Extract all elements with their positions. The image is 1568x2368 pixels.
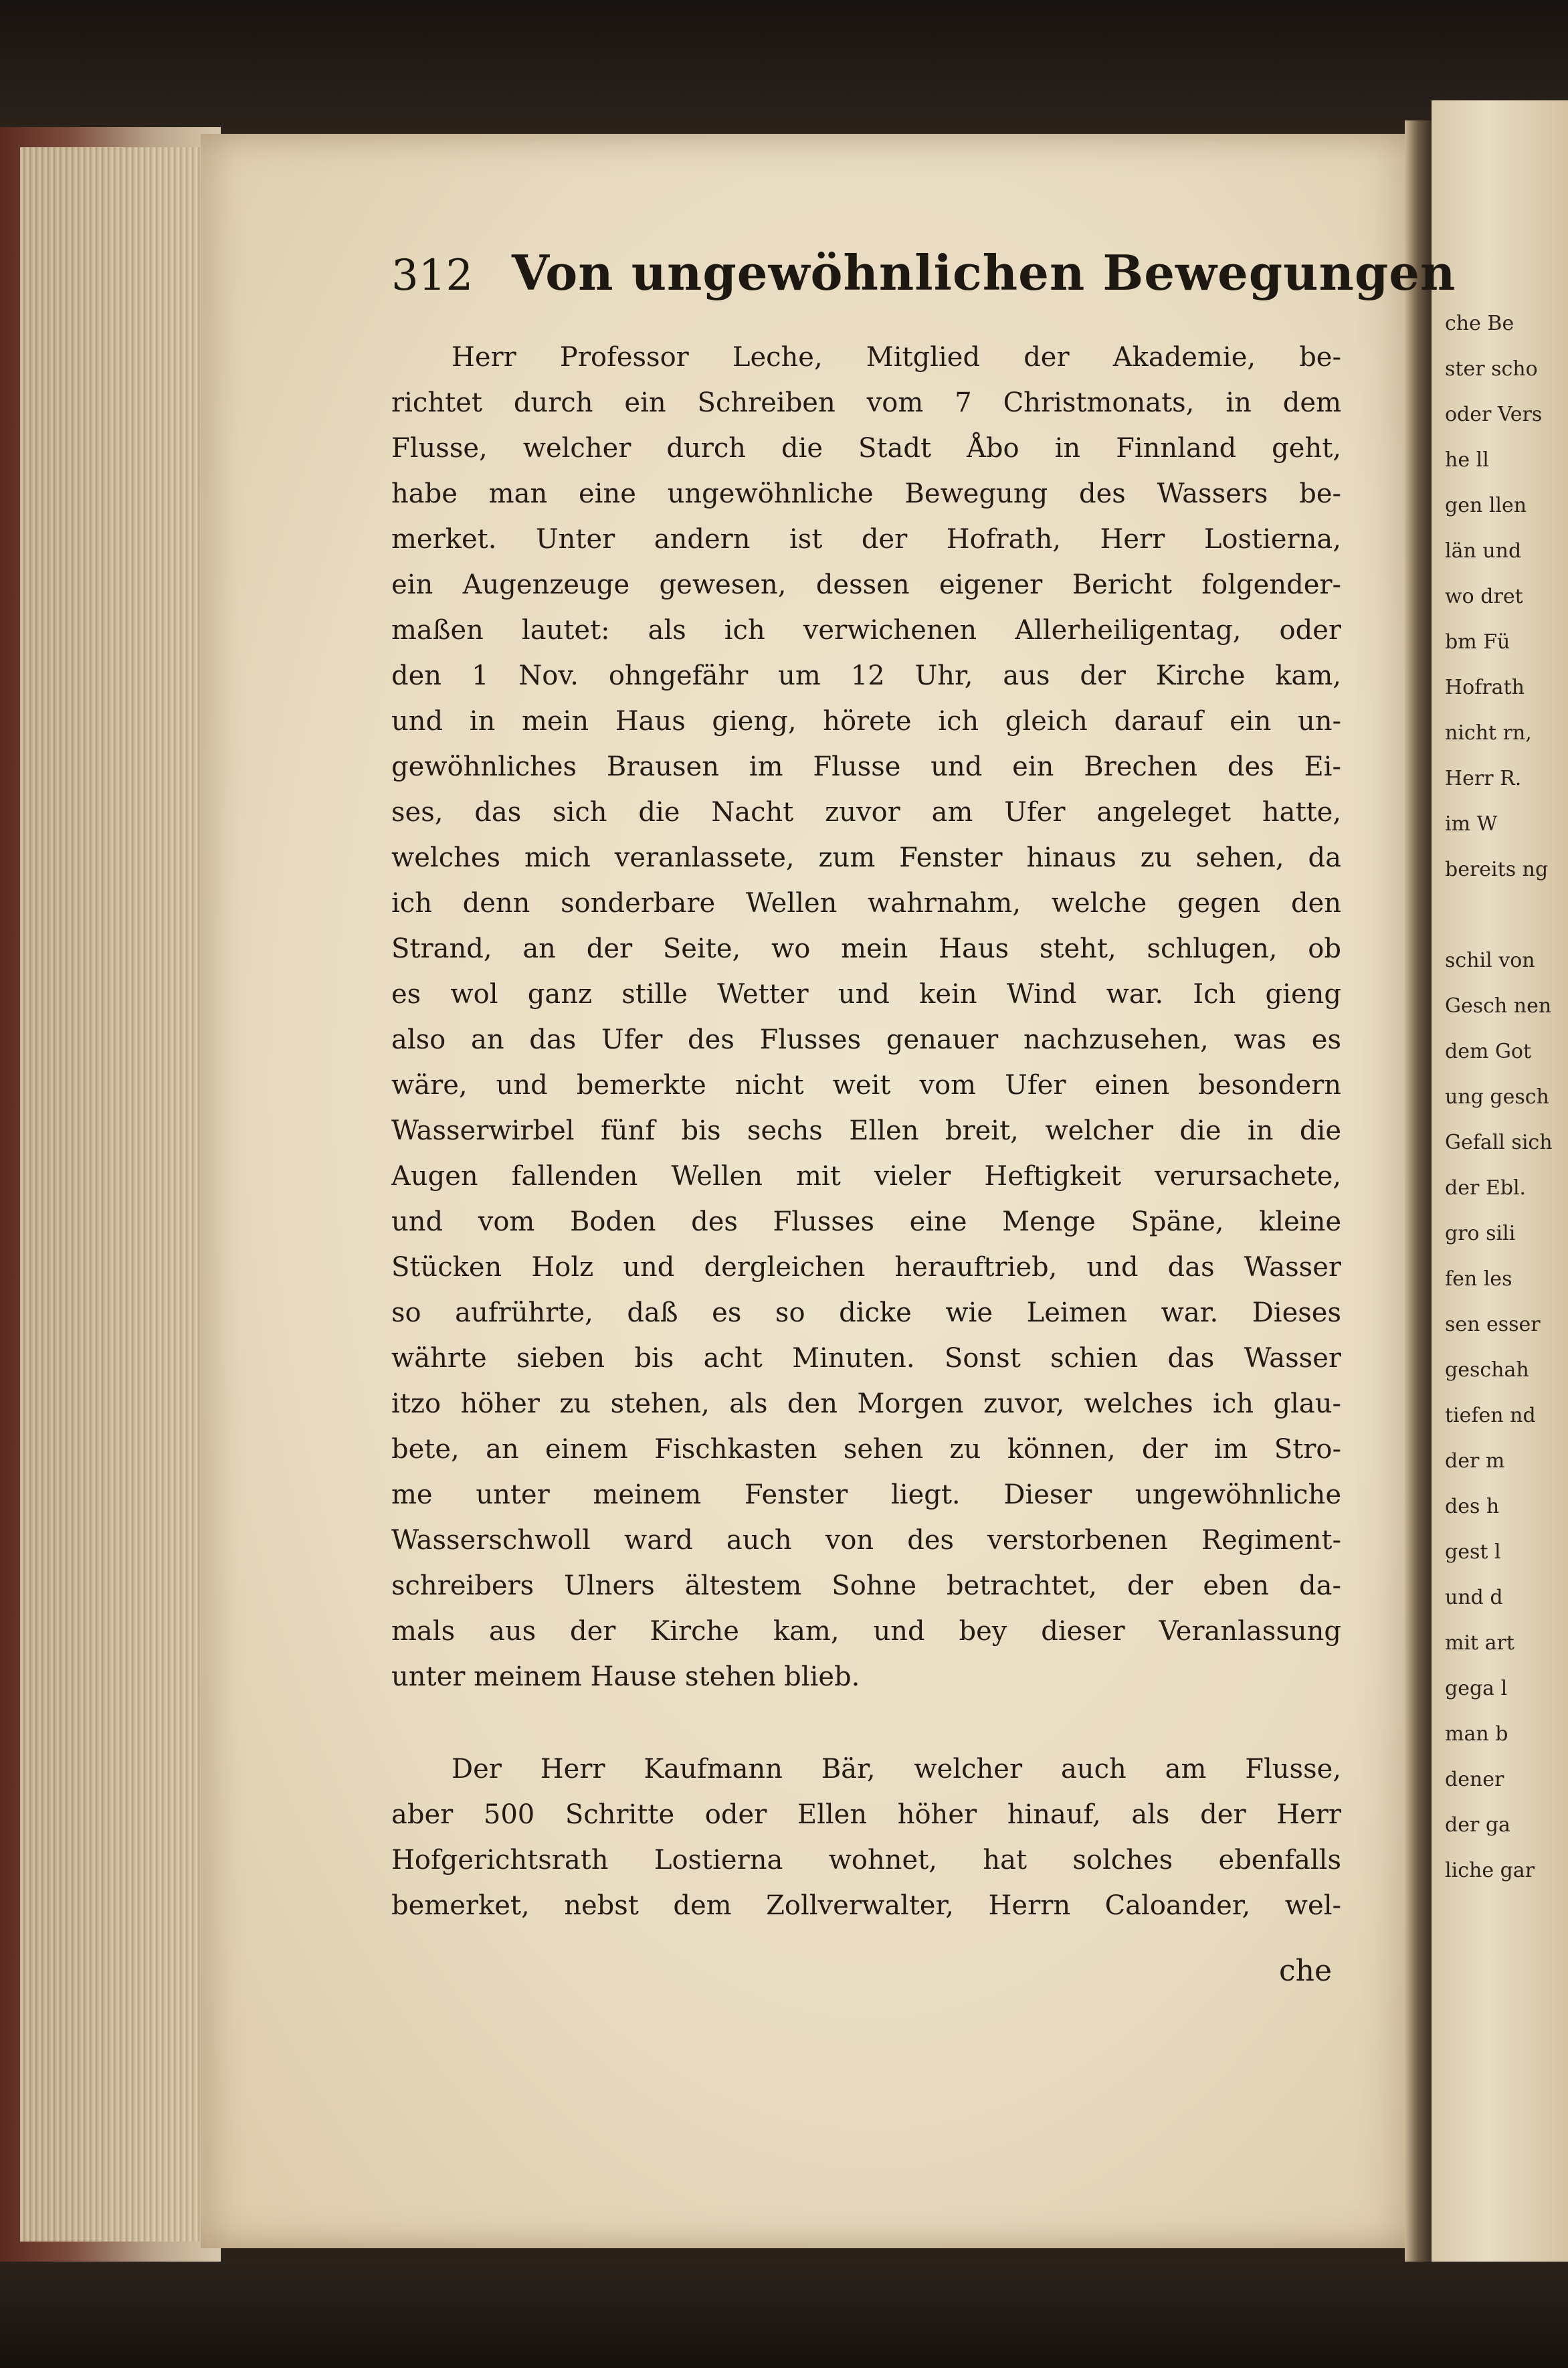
right-page-fragment: ster scho [1445,357,1538,381]
text-line: wäre, und bemerkte nicht weit vom Ufer einen besondern [391,1070,1341,1101]
paragraph-gap [391,1700,1341,1746]
text-line: unter meinem Hause stehen blieb. [391,1661,860,1692]
text-line: so aufrührte, daß es so dicke wie Leimen war. Dieses [391,1297,1341,1328]
right-page-fragment: che Be [1445,312,1514,335]
right-page-fragment: bm Fü [1445,630,1510,654]
right-page-fragment: geschah [1445,1358,1529,1382]
right-page-fragment: schil von [1445,949,1535,972]
right-page-fragment: liche gar [1445,1859,1535,1882]
text-line: maßen lautet: als ich verwichenen Allerheiligentag, oder [391,615,1341,646]
text-line: Strand, an der Seite, wo mein Haus steht, schlugen, ob [391,933,1341,964]
right-page-fragment: der Ebl. [1445,1176,1527,1200]
catchword: che [1279,1954,1333,1988]
text-line: merket. Unter andern ist der Hofrath, Herr Lostierna, [391,524,1341,555]
right-page-fragment: gro sili [1445,1222,1516,1245]
text-line: ich denn sonderbare Wellen wahrnahm, welche gegen den [391,888,1341,919]
right-page-fragment: ung gesch [1445,1085,1549,1109]
right-page-fragment: sen esser [1445,1313,1541,1336]
right-page-fragment: oder Vers [1445,403,1543,426]
right-page-fragment: dem Got [1445,1040,1532,1063]
text-line: gewöhnliches Brausen im Flusse und ein Brechen des Ei- [391,751,1341,782]
right-page-fragment: he ll [1445,448,1489,472]
page-number: 312 [391,251,474,300]
right-page-fragment: gen llen [1445,494,1527,517]
right-page-fragment: der ga [1445,1813,1510,1837]
right-page-fragment: nicht rn, [1445,721,1532,745]
right-page-fragment: dener [1445,1768,1504,1791]
text-line: Der Herr Kaufmann Bär, welcher auch am Flusse, [452,1754,1341,1785]
text-line: den 1 Nov. ohngefähr um 12 Uhr, aus der Kirche kam, [391,660,1341,691]
text-line: also an das Ufer des Flusses genauer nachzusehen, was es [391,1024,1341,1055]
right-page-fragment: Gefall sich [1445,1131,1553,1154]
text-line: und in mein Haus gieng, hörete ich gleich darauf ein un- [391,706,1341,737]
text-line: bete, an einem Fischkasten sehen zu können, der im Stro- [391,1434,1341,1465]
text-line: es wol ganz stille Wetter und kein Wind war. Ich gieng [391,979,1341,1010]
text-line: mals aus der Kirche kam, und bey dieser Veranlassung [391,1616,1341,1647]
text-line: me unter meinem Fenster liegt. Dieser ungewöhnliche [391,1479,1341,1510]
text-line: schreibers Ulners ältestem Sohne betrachtet, der eben da- [391,1570,1341,1601]
body-text [391,335,1341,1928]
text-line: aber 500 Schritte oder Ellen höher hinauf, als der Herr [391,1799,1341,1830]
text-line: ses, das sich die Nacht zuvor am Ufer angeleget hatte, [391,797,1341,828]
right-page-fragment: Gesch nen [1445,994,1552,1018]
book-page-right [1432,100,1568,2275]
book-gutter [1405,120,1432,2262]
right-page-fragment: Hofrath [1445,676,1525,699]
page-header [391,244,1456,318]
text-line: Hofgerichtsrath Lostierna wohnet, hat solches ebenfalls [391,1845,1341,1876]
paragraph [391,335,1341,1700]
right-page-fragment: des h [1445,1495,1500,1518]
text-line: Herr Professor Leche, Mitglied der Akademie, be- [452,342,1341,373]
text-line: ein Augenzeuge gewesen, dessen eigener Bericht folgender- [391,569,1341,600]
paragraph [391,1746,1341,1928]
right-page-fragment: tiefen nd [1445,1404,1536,1427]
text-line: und vom Boden des Flusses eine Menge Späne, kleine [391,1206,1341,1237]
text-line: Augen fallenden Wellen mit vieler Heftigkeit verursachete, [391,1161,1341,1192]
backdrop-top [0,0,1568,134]
text-line: welches mich veranlassete, zum Fenster hinaus zu sehen, da [391,842,1341,873]
running-title: Von ungewöhnlichen Bewegungen [512,244,1456,301]
backdrop-bottom [0,2262,1568,2368]
text-line: Flusse, welcher durch die Stadt Åbo in Finnland geht, [391,433,1341,464]
right-page-fragment: gega l [1445,1677,1508,1700]
text-line: richtet durch ein Schreiben vom 7 Christmonats, in dem [391,387,1341,418]
right-page-fragment: Herr R. [1445,767,1522,790]
right-page-fragment: und d [1445,1586,1503,1609]
right-page-fragment: bereits ng [1445,858,1549,881]
text-line: Wasserschwoll ward auch von des verstorbenen Regiment- [391,1525,1341,1556]
text-line: habe man eine ungewöhnliche Bewegung des Wassers be- [391,478,1341,509]
right-page-text-fragments [1445,301,1565,1894]
text-line: Wasserwirbel fünf bis sechs Ellen breit, welcher die in die [391,1115,1341,1146]
right-page-fragment: gest l [1445,1540,1501,1564]
text-line: itzo höher zu stehen, als den Morgen zuvor, welches ich glau- [391,1388,1341,1419]
right-page-fragment: wo dret [1445,585,1523,608]
text-line: währte sieben bis acht Minuten. Sonst schien das Wasser [391,1343,1341,1374]
text-line: Stücken Holz und dergleichen herauftrieb, und das Wasser [391,1252,1341,1283]
right-page-fragment: man b [1445,1722,1508,1746]
right-page-fragment: der m [1445,1449,1505,1473]
right-page-fragment: län und [1445,539,1522,563]
page-edges [20,147,214,2242]
right-page-fragment: fen les [1445,1267,1512,1291]
text-line: bemerket, nebst dem Zollverwalter, Herrn Caloander, wel- [391,1890,1341,1921]
right-page-fragment [1445,893,1565,938]
right-page-fragment: mit art [1445,1631,1514,1655]
right-page-fragment: im W [1445,812,1498,836]
